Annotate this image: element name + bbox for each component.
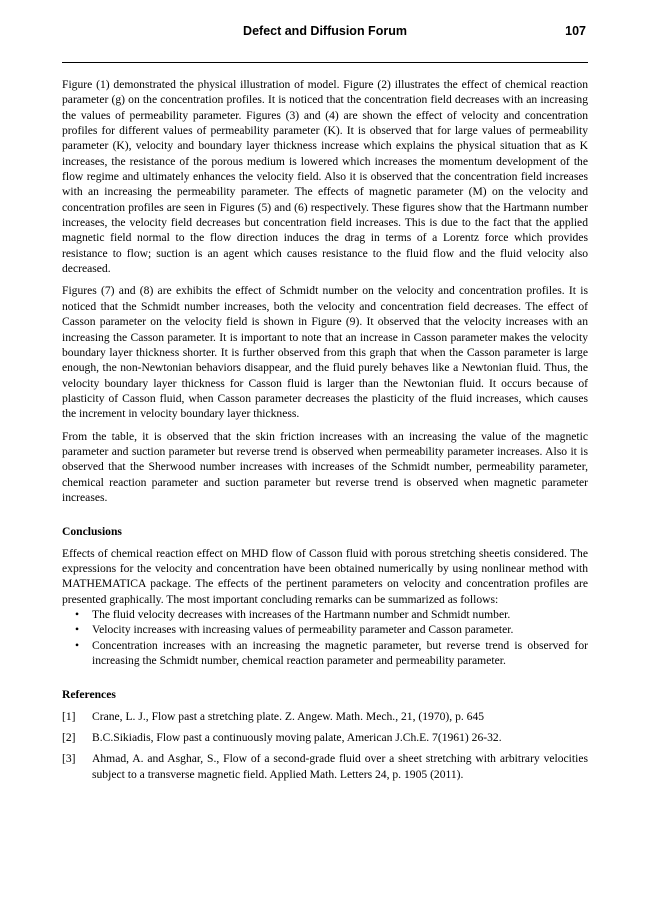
page-header <box>62 22 588 42</box>
reference-text: Ahmad, A. and Asghar, S., Flow of a second-grade fluid over a sheet stretching with arbitrary velocities subject to a transverse magnetic field. Applied Math. Letters 24, p. 1905 (2011). <box>92 752 588 781</box>
bullet-icon: • <box>75 608 80 621</box>
conclusions-heading: Conclusions <box>62 525 122 539</box>
reference-text: B.C.Sikiadis, Flow past a continuously moving palate, American J.Ch.E. 7(1961) 26-32. <box>92 731 502 745</box>
list-item-text: Velocity increases with increasing values of permeability parameter and Casson parameter. <box>92 623 514 637</box>
references-heading: References <box>62 688 116 702</box>
bullet-icon: • <box>75 638 80 652</box>
page-body <box>62 77 588 788</box>
reference-item <box>62 730 588 745</box>
reference-number: [2] <box>62 731 76 745</box>
body-paragraph: Figures (7) and (8) are exhibits the effect of Schmidt number on the velocity and concentration profiles. It is noticed that the Schmidt number increases, both the velocity and concentration field decreases. The effect of Casson parameter on the velocity field is shown in Figure (9). It observed that the velocity increases with an increasing the Casson parameter. It is important to note that an increase in Casson parameter makes the velocity boundary layer thickness shorter. It is further observed from this graph that when the Casson parameter is large enough, the non-Newtonian behaviors disappear, and the fluid purely behaves like a Newtonian fluid. Thus, the velocity boundary layer thickness for Casson fluid is larger than the Newtonian fluid. It occurs because of plasticity of Casson fluid, when Casson parameter decreases the plasticity of the fluid increases, which causes the increment in velocity boundary layer thickness. <box>62 284 588 421</box>
reference-item <box>62 709 588 724</box>
list-item <box>62 622 588 637</box>
references-list <box>62 709 588 782</box>
body-paragraph: From the table, it is observed that the skin friction increases with an increasing the value of the magnetic parameter and suction parameter but reverse trend is observed when permeability parameter increases. Also it is observed that the Sherwood number increases with increases of the Schmidt number, permeability parameter, chemical reaction parameter and suction parameter but reverse trend is observed when magnetic parameter increases. <box>62 429 588 504</box>
header-rule <box>62 62 588 63</box>
list-item <box>62 638 588 669</box>
reference-text: Crane, L. J., Flow past a stretching plate. Z. Angew. Math. Mech., 21, (1970), p. 645 <box>92 709 485 723</box>
body-paragraph: Figure (1) demonstrated the physical illustration of model. Figure (2) illustrates the effect of chemical reaction parameter (g) on the concentration profiles. It is noticed that the concentration field decreases with an increasing the values of permeability parameter. Figures (3) and (4) are shown the effect of velocity and concentration profiles for different values of permeability parameter (K). It is observed that for large values of permeability parameter (K), velocity and boundary layer thickness increase which explains the physical situation that as K increases, the resistance of the porous medium is lowered which increases the momentum development of the flow regime and ultimately enhances the velocity field. Also it is observed that the concentration field increases with an increasing the permeability parameter. The effects of magnetic parameter (M) on the velocity and concentration profiles are seen in Figures (5) and (6) respectively. These figures show that the Hartmann number increases, the velocity field decreases but concentration field increases. This is due to the fact that the applied magnetic field normal to the flow direction induces the drag in terms of a Lorentz force which provides resistance to flow; suction is an agent which causes resistance to the fluid flow and the fluid velocity also decreased. <box>62 78 588 276</box>
journal-title: Defect and Diffusion Forum <box>243 24 407 38</box>
reference-number: [3] <box>62 752 76 766</box>
page-number: 107 <box>565 24 586 38</box>
list-item-text: The fluid velocity decreases with increases of the Hartmann number and Schmidt number. <box>92 608 511 621</box>
reference-number: [1] <box>62 709 76 723</box>
bullet-icon: • <box>75 623 80 637</box>
list-item <box>62 607 588 622</box>
conclusions-paragraph: Effects of chemical reaction effect on MHD flow of Casson fluid with porous stretching sheetis considered. The expressions for the velocity and concentration have been obtained numerically by using nonlinear method with MATHEMATICA package. The effects of the pertinent parameters on velocity and concentration profiles are presented graphically. The most important concluding remarks can be summarized as follows: <box>62 546 588 606</box>
reference-item <box>62 751 588 782</box>
conclusions-list <box>62 607 588 668</box>
list-item-text: Concentration increases with an increasing the magnetic parameter, but reverse trend is observed for increasing the Schmidt number, chemical reaction parameter and permeability parameter. <box>92 638 588 668</box>
